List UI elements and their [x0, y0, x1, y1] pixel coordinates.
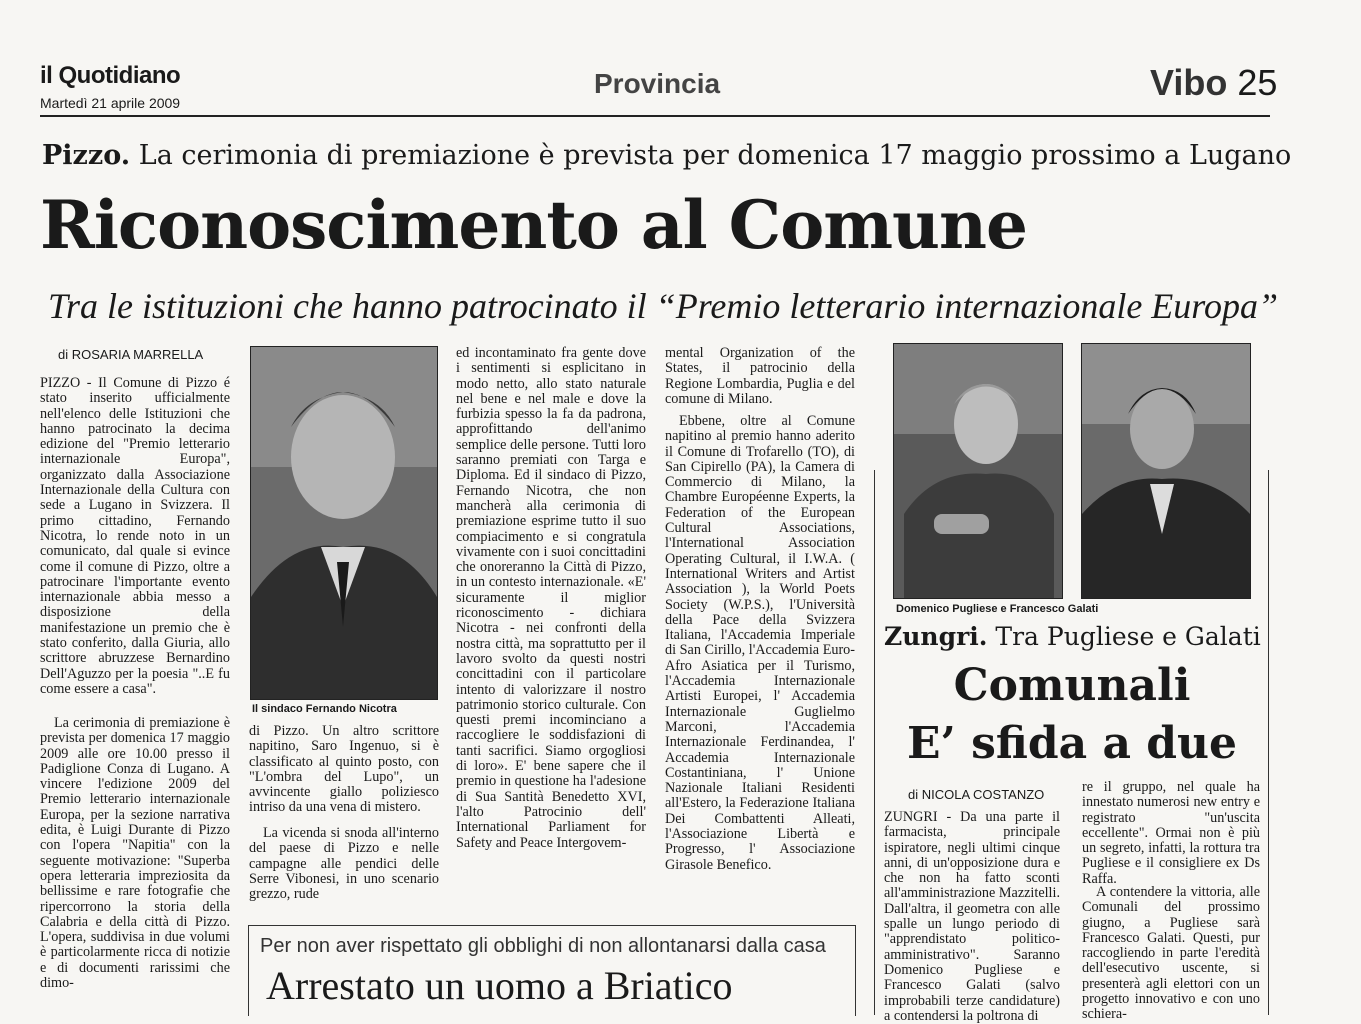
header-rule [40, 115, 1270, 117]
side-headline-line-1: Comunali [953, 660, 1191, 711]
city-name: Vibo [1150, 62, 1228, 103]
side-article-column-1: ZUNGRI - Da una parte il farmacista, principale ispiratore, negli ultimi cinque anni, di un'opposizione dura e che non ha fatto sconti all'amministrazione Mazzitelli. Dall'altra, il geometra con alle spalle un lungo periodo di "apprendistato politico-amministrativo". Saranno Domenico Pugliese e Francesco Galati (salvo improbabili terze candidature) a contendersi la poltrona di [884, 809, 1060, 1024]
article-column-1-continued: La cerimonia di premiazione è prevista per domenica 17 maggio 2009 alle ore 10.00 presso il Padiglione Conza di Lugano. A vincere l'edizione 2009 del Premio letterario internazionale Europa, per la sezione narrativa edita, è Luigi Durante di Pizzo con l'opera "Napitia" con la seguente motivazione: "Superba opera letteraria impreziosita da bellissime e rare fotografie che ripercorrono la storia della Calabria e della città di Pizzo. L'opera, suddivisa in due volumi è particolarmente ricca di notizie e di documenti rarissimi che dimo- [40, 715, 230, 992]
side-photo-caption: Domenico Pugliese e Francesco Galati [896, 603, 1099, 615]
pugliese-photo [893, 343, 1063, 599]
galati-illustration [1082, 344, 1250, 598]
mayor-photo [250, 346, 438, 700]
side-article-column-2-continued: A contendere la vittoria, alle Comunali del prossimo giugno, a Pugliese sarà Francesco Galati. Questi, pur raccogliendo in parte l'eredità dell'esecutivo uscente, si presenterà agli elettori con un progetto innovativo e con uno schiera- [1082, 884, 1260, 1023]
side-kicker-place: Zungri. [884, 622, 988, 651]
portrait-illustration [251, 347, 437, 699]
side-article-kicker [884, 622, 1261, 651]
article-column-2: di Pizzo. Un altro scrittore napitino, Saro Ingenuo, si è classificato al quinto posto, con "L'ombra del Lupo", un avvincente giallo poliziesco intriso da una vena di mistero. [249, 723, 439, 816]
mayor-photo-caption: Il sindaco Fernando Nicotra [252, 703, 397, 715]
newspaper-logo: il Quotidiano [40, 62, 181, 89]
article-column-4-continued: Ebbene, oltre al Comune napitino al premio hanno aderito il Comune di Trofarello (TO), di San Cipirello (PA), la Camera di Commercio di Milano, la Chambre Européenne Experts, la Federation of the European Cultural Associations, l'International Association Operating Cultural, il I.W.A. ( International Writers and Artist Association ), la World Poets Society (W.P.S.), l'Università della Pace della Svizzera Italiana, l'Accademia Imperiale di San Cirillo, l'Accademia Euro-Afro Asiatica per il Turismo, l'Accademia Internazionale Artisti Europei, l' Accademia Internazionale Guglielmo Marconi, l'Accademia Internazionale Ferdinandea, l' Accademia Internazionale Costantiniana, l' Unione Nazionale Italiani Residenti all'Estero, la Federazione Italiana Dei Combattenti Alleati, l'Associazione Libertà e Progresso, l' Associazione Girasole Benefico. [665, 413, 855, 873]
article-column-3: ed incontaminato fra gente dove i sentimenti si esplicitano in modo netto, allo stato naturale nel bene e nel male e dove la furbizia spesso la fa da padrona, approfittando dell'animo semplice delle persone. Tutti loro saranno premiati con Targa e Diploma. Ed il sindaco di Pizzo, Fernando Nicotra, che non mancherà alla cerimonia di premiazione esprime tutto il suo compiacimento e si congratula vivamente con i suoi concittadini che onoreranno la Città di Pizzo, in un contesto internazionale. «E' sicuramente il miglior riconoscimento - dichiara Nicotra - nei confronti della nostra città, ma soprattutto per il lavoro svolto da questi nostri concittadini con il particolare intento di valorizzare il nostro patrimonio storico culturale. Con questi premi incominciano a raccogliere le soddisfazioni di tanti sacrifici. Siamo orgogliosi di loro». E' bene sapere che il premio in questione ha l'adesione di Sua Santità Benedetto XVI, l'alto Patrocinio dell' International Parliament for Safety and Peace Intergovem- [456, 345, 646, 851]
article-headline: Riconoscimento al Comune [40, 186, 1028, 264]
article-kicker [42, 140, 1291, 171]
article-column-4: mental Organization of the States, il patrocinio della Regione Lombardia, Puglia e del comune di Milano. [665, 345, 855, 407]
bottom-article-kicker: Per non aver rispettato gli obblighi di non allontanarsi dalla casa [260, 935, 826, 957]
side-kicker-text: Tra Pugliese e Galati [995, 622, 1261, 651]
article-subhead: Tra le istituzioni che hanno patrocinato il “Premio letterario internazionale Europa” [48, 286, 1278, 326]
article-column-1: PIZZO - Il Comune di Pizzo é stato inserito ufficialmente nell'elenco delle Istituzioni che hanno patrocinato la decima edizione del "Premio letterario internazionale Europa", organizzato dalla Associazione Internazionale della Cultura con sede a Lugano in Svizzera. Il primo cittadino, Fernando Nicotra, lo rende noto in un comunicato, dal quale si evince come il comune di Pizzo, oltre a patrocinare l'importante evento internazionale abbia messo a disposizione della manifestazione un premio che è stato conferito, dalla Giuria, allo scrittore abruzzese Bernardino Dell'Aguzzo per la poesia "..E fu come essere a casa". [40, 375, 230, 697]
side-article-border-right [1268, 470, 1269, 1015]
kicker-text: La cerimonia di premiazione è prevista per domenica 17 maggio prossimo a Lugano [138, 140, 1292, 171]
kicker-place: Pizzo. [42, 140, 131, 171]
side-article-byline: di NICOLA COSTANZO [908, 787, 1045, 802]
galati-photo [1081, 343, 1251, 599]
side-article-column-2: re il gruppo, nel quale ha innestato numerosi new entry e registrato "un'uscita eccellente". Ormai non è più un segreto, infatti, la rottura tra Pugliese e il consigliere ex Ds Raffa. [1082, 779, 1260, 887]
section-title: Provincia [594, 68, 721, 99]
bottom-article-headline: Arrestato un uomo a Briatico [266, 963, 733, 1008]
side-headline-line-2: E’ sfida a due [906, 718, 1238, 769]
page-header-right [1150, 62, 1277, 104]
article-byline: di ROSARIA MARRELLA [58, 347, 204, 362]
pugliese-illustration [894, 344, 1062, 598]
article-column-2-continued: La vicenda si snoda all'interno del paese di Pizzo e nelle campagne alle pendici delle Serre Vibonesi, in uno scenario grezzo, rude [249, 825, 439, 903]
issue-date: Martedì 21 aprile 2009 [40, 95, 181, 111]
side-article-border-left [874, 470, 875, 1015]
page-number: 25 [1237, 62, 1278, 103]
